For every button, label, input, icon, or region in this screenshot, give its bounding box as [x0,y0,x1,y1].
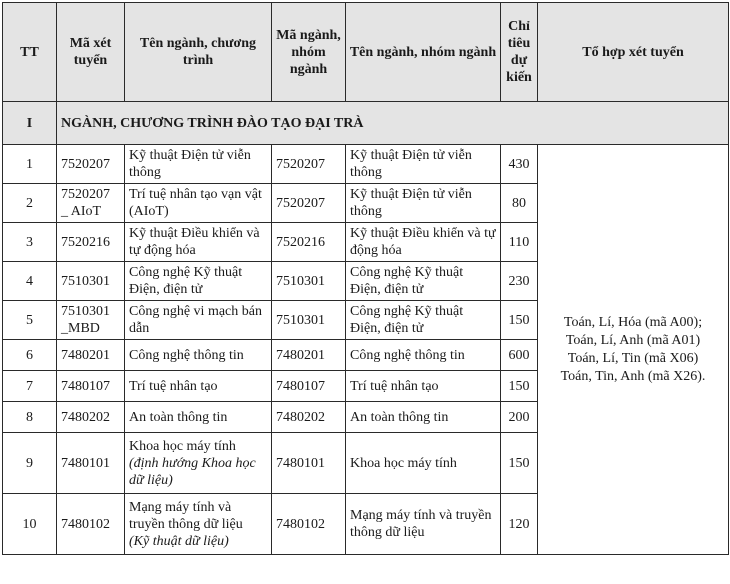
row-ma-nganh: 7480101 [272,433,346,494]
header-ten-nganh-chuong-trinh: Tên ngành, chương trình [125,3,272,102]
to-hop-line: Toán, Tin, Anh (mã X26). [560,368,706,384]
row-ten-chuong-trinh: An toàn thông tin [125,402,272,433]
row-tt: 8 [3,402,57,433]
row-ma-nganh: 7480102 [272,494,346,555]
row-ma-nganh: 7520207 [272,184,346,223]
row-ma-xet-tuyen: 7510301 _MBD [57,301,125,340]
row-chi-tieu: 150 [501,301,538,340]
row-tt: 4 [3,262,57,301]
row-ten-chuong-trinh: Mạng máy tính và truyền thông dữ liệu [129,499,243,532]
row-ten-chuong-trinh: Công nghệ vi mạch bán dẫn [125,301,272,340]
row-chi-tieu: 430 [501,145,538,184]
section-number: I [3,102,57,145]
row-ten-chuong-trinh: Công nghệ thông tin [125,340,272,371]
row-ten-chuong-trinh: Kỹ thuật Điều khiển và tự động hóa [125,223,272,262]
header-tt: TT [3,3,57,102]
row-ma-xet-tuyen: 7480202 [57,402,125,433]
section-title: NGÀNH, CHƯƠNG TRÌNH ĐÀO TẠO ĐẠI TRÀ [57,102,729,145]
header-to-hop-xet-tuyen: Tổ hợp xét tuyển [538,3,729,102]
row-ten-nganh: An toàn thông tin [346,402,501,433]
row-ma-nganh: 7510301 [272,301,346,340]
row-ma-nganh: 7520216 [272,223,346,262]
row-chi-tieu: 600 [501,340,538,371]
row-ma-xet-tuyen: 7480101 [57,433,125,494]
row-tt: 3 [3,223,57,262]
row-ten-chuong-trinh: Kỹ thuật Điện tử viễn thông [125,145,272,184]
row-ma-nganh: 7480201 [272,340,346,371]
row-ma-xet-tuyen: 7480102 [57,494,125,555]
row-tt: 2 [3,184,57,223]
row-ten-nganh: Trí tuệ nhân tạo [346,371,501,402]
header-ten-nganh-nhom-nganh: Tên ngành, nhóm ngành [346,3,501,102]
row-tt: 6 [3,340,57,371]
row-ma-xet-tuyen: 7510301 [57,262,125,301]
row-ten-chuong-trinh-cell [125,433,272,494]
row-tt: 10 [3,494,57,555]
to-hop-line: Toán, Lí, Anh (mã A01) [565,332,701,348]
row-ten-chuong-trinh-note: (Kỹ thuật dữ liệu) [129,533,229,549]
row-chi-tieu: 200 [501,402,538,433]
row-chi-tieu: 120 [501,494,538,555]
row-ten-chuong-trinh: Trí tuệ nhân tạo vạn vật (AIoT) [125,184,272,223]
header-chi-tieu-du-kien: Chỉ tiêu dự kiến [501,3,538,102]
row-ten-chuong-trinh: Trí tuệ nhân tạo [125,371,272,402]
header-ma-nganh-nhom-nganh: Mã ngành, nhóm ngành [272,3,346,102]
row-ten-chuong-trinh-cell [125,494,272,555]
row-tt: 9 [3,433,57,494]
section-row [3,102,729,145]
row-chi-tieu: 150 [501,371,538,402]
row-ten-nganh: Kỹ thuật Điện tử viễn thông [346,184,501,223]
row-ma-xet-tuyen: 7520216 [57,223,125,262]
row-ma-nganh: 7510301 [272,262,346,301]
row-ten-nganh: Công nghệ Kỹ thuật Điện, điện tử [346,262,501,301]
row-ten-nganh: Khoa học máy tính [346,433,501,494]
row-ten-nganh: Mạng máy tính và truyền thông dữ liệu [346,494,501,555]
table-header-row [3,3,729,102]
table-row [3,145,729,184]
row-ten-nganh: Kỹ thuật Điều khiển và tự động hóa [346,223,501,262]
row-ten-chuong-trinh-note: (định hướng Khoa học dữ liệu) [129,455,256,488]
row-ten-chuong-trinh: Công nghệ Kỹ thuật Điện, điện tử [125,262,272,301]
row-ma-xet-tuyen: 7520207 _ AIoT [57,184,125,223]
row-chi-tieu: 80 [501,184,538,223]
row-tt: 7 [3,371,57,402]
to-hop-xet-tuyen-cell [538,145,729,555]
row-ten-chuong-trinh: Khoa học máy tính [129,438,236,454]
row-chi-tieu: 110 [501,223,538,262]
row-ma-nganh: 7480202 [272,402,346,433]
admission-table [2,2,729,555]
row-ma-xet-tuyen: 7480201 [57,340,125,371]
row-tt: 1 [3,145,57,184]
row-ma-xet-tuyen: 7480107 [57,371,125,402]
row-tt: 5 [3,301,57,340]
to-hop-line: Toán, Lí, Hóa (mã A00); [563,314,703,330]
row-ten-nganh: Kỹ thuật Điện tử viễn thông [346,145,501,184]
header-ma-xet-tuyen: Mã xét tuyển [57,3,125,102]
to-hop-line: Toán, Lí, Tin (mã X06) [567,350,699,366]
row-ma-nganh: 7480107 [272,371,346,402]
row-ma-nganh: 7520207 [272,145,346,184]
row-chi-tieu: 230 [501,262,538,301]
row-ma-xet-tuyen: 7520207 [57,145,125,184]
row-ten-nganh: Công nghệ Kỹ thuật Điện, điện tử [346,301,501,340]
row-chi-tieu: 150 [501,433,538,494]
row-ten-nganh: Công nghệ thông tin [346,340,501,371]
